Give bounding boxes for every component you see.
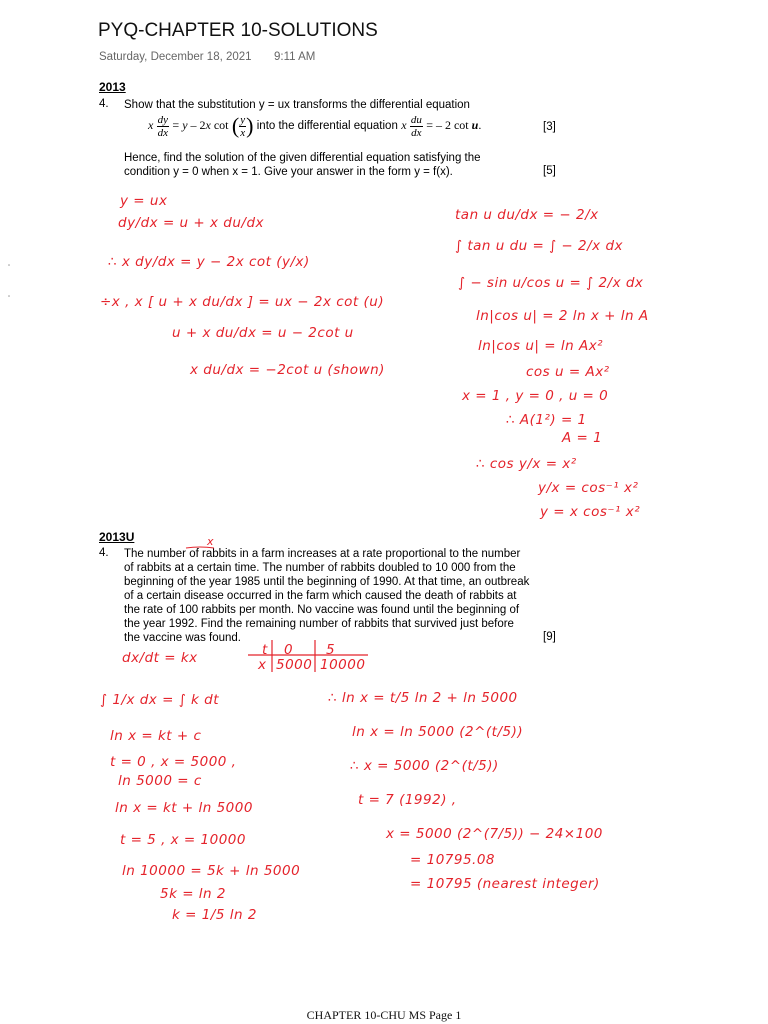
question-text-line: the year 1992. Find the remaining number of rabbits that survived just before [124,618,514,630]
handwritten-line: y = ux [120,193,168,209]
handwritten-line: y = x cos⁻¹ x² [540,504,641,520]
table-cell: 0 [284,642,294,658]
page-time: 9:11 AM [274,51,316,63]
handwritten-line: ∫ − sin u/cos u = ∫ 2/x dx [458,275,644,291]
question-text-line: The number of rabbits in a farm increases at a rate proportional to the number [124,548,521,560]
marks-label: [5] [543,165,556,177]
table-cell: t [262,642,268,658]
question-text-line: condition y = 0 when x = 1. Give your answer in the form y = f(x). [124,166,453,178]
handwritten-line: ln|cos u| = 2 ln x + ln A [476,308,649,324]
handwritten-line: 5k = ln 2 [160,886,226,902]
handwritten-line: t = 0 , x = 5000 , [110,754,237,770]
handwritten-line: ∴ cos y/x = x² [476,456,577,472]
handwritten-line: = 10795 (nearest integer) [410,876,600,892]
page-title: PYQ-CHAPTER 10-SOLUTIONS [98,20,378,41]
handwritten-line: t = 5 , x = 10000 [120,832,246,848]
handwritten-line: ∫ 1/x dx = ∫ k dt [100,692,219,708]
question-text-line: the rate of 100 rabbits per month. No vaccine was found until the beginning of [124,604,520,616]
handwritten-line: ln 10000 = 5k + ln 5000 [122,863,301,879]
question-text-line: Hence, find the solution of the given differential equation satisfying the [124,152,481,164]
page-footer: CHAPTER 10-CHU MS Page 1 [306,1008,462,1022]
question-text-line: of rabbits at a certain time. The number of rabbits doubled to 10 000 from the [124,562,516,574]
handwritten-line: ln x = kt + ln 5000 [115,800,253,816]
handwritten-line: dy/dx = u + x du/dx [118,215,265,231]
handwritten-line: ln x = kt + c [110,728,202,744]
handwritten-line: x du/dx = −2cot u (shown) [190,362,385,378]
handwritten-line: ∴ ln x = t/5 ln 2 + ln 5000 [328,690,518,706]
handwritten-line: ∴ x dy/dx = y − 2x cot (y/x) [108,254,310,270]
handwritten-annotation: x [207,535,215,548]
section-heading-2013u: 2013U [99,530,135,544]
question-text-line: the vaccine was found. [124,632,241,644]
handwritten-line: x = 5000 (2^(7/5)) − 24×100 [386,826,603,842]
handwritten-line: cos u = Ax² [526,364,610,380]
question-text-line: Show that the substitution y = ux transforms the differential equation [124,99,470,111]
handwritten-line: ln 5000 = c [118,773,202,789]
table-cell: 10000 [320,657,366,673]
handwritten-line: dx/dt = kx [122,650,198,666]
margin-dot [8,264,10,266]
table-cell: 5000 [276,657,313,673]
question-text-line: of a certain disease occurred in the farm which caused the death of rabbits at [124,590,517,602]
handwritten-line: ∴ A(1²) = 1 [506,412,587,428]
marks-label: [9] [543,631,556,643]
marks-label: [3] [543,121,556,133]
section-heading-2013: 2013 [99,80,126,94]
differential-equation: x $\frac{dy}{dx}$ = y – 2x cot ( $\frac{y}{x}$ ) into the differential equation x $\frac{du}{dx}$ = – 2 cot u. [148,113,482,139]
handwritten-line: ÷x , x [ u + x du/dx ] = ux − 2x cot (u) [100,294,385,310]
handwritten-line: x = 1 , y = 0 , u = 0 [462,388,609,404]
question-number: 4. [99,547,109,559]
handwritten-line: A = 1 [562,430,603,446]
handwritten-line: = 10795.08 [410,852,496,868]
handwritten-line: tan u du/dx = − 2/x [455,207,599,223]
question-number: 4. [99,98,109,110]
page-date: Saturday, December 18, 2021 [99,51,252,63]
handwritten-line: k = 1/5 ln 2 [172,907,257,923]
handwritten-line: ∴ x = 5000 (2^(t/5)) [350,758,499,774]
table-cell: x [258,657,267,673]
handwritten-line: ∫ tan u du = ∫ − 2/x dx [455,238,624,254]
handwritten-line: ln|cos u| = ln Ax² [478,338,604,354]
handwritten-line: y/x = cos⁻¹ x² [538,480,639,496]
annotation-underline [186,547,214,548]
handwritten-line: t = 7 (1992) , [358,792,457,808]
handwritten-line: u + x du/dx = u − 2cot u [172,325,354,341]
question-text-line: beginning of the year 1985 until the beginning of 1990. At that time, an outbreak [124,576,530,588]
handwritten-line: ln x = ln 5000 (2^(t/5)) [352,724,524,740]
table-cell: 5 [326,642,336,658]
margin-dot [8,295,10,297]
